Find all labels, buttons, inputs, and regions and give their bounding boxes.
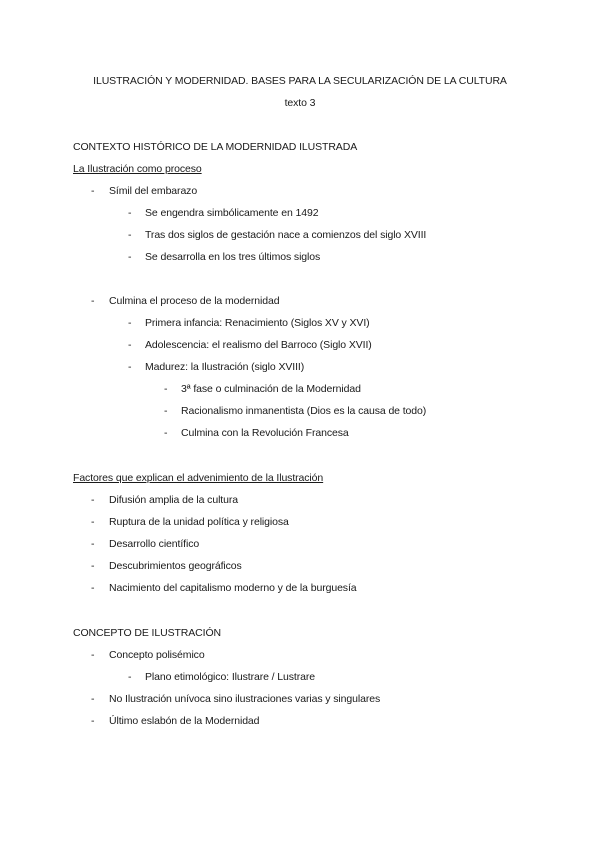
bullet-dash: - xyxy=(91,538,95,550)
list-item: Descubrimientos geográficos xyxy=(109,560,242,572)
sub-list-item: Adolescencia: el realismo del Barroco (Siglo XVII) xyxy=(145,339,372,351)
bullet-dash: - xyxy=(128,671,132,683)
bullet-dash: - xyxy=(164,405,168,417)
sub-list-item: Se engendra simbólicamente en 1492 xyxy=(145,207,319,219)
list-item-concepto-polisemico: Concepto polisémico xyxy=(109,649,205,661)
subheading-ilustracion-proceso: La Ilustración como proceso xyxy=(73,163,202,175)
list-item: Ruptura de la unidad política y religiosa xyxy=(109,516,289,528)
sub-list-item: Se desarrolla en los tres últimos siglos xyxy=(145,251,321,263)
bullet-dash: - xyxy=(128,207,132,219)
sub-sub-list-item: Racionalismo inmanentista (Dios es la causa de todo) xyxy=(181,405,427,417)
list-item: Difusión amplia de la cultura xyxy=(109,494,239,506)
bullet-dash: - xyxy=(91,715,95,727)
list-item-culmina: Culmina el proceso de la modernidad xyxy=(109,295,280,307)
bullet-dash: - xyxy=(164,427,168,439)
sub-sub-list-item: Culmina con la Revolución Francesa xyxy=(181,427,349,439)
sub-sub-list-item: 3ª fase o culminación de la Modernidad xyxy=(181,383,361,395)
bullet-dash: - xyxy=(91,516,95,528)
bullet-dash: - xyxy=(128,251,132,263)
section-heading-factores: Factores que explican el advenimiento de la Ilustración xyxy=(73,472,324,484)
bullet-dash: - xyxy=(128,229,132,241)
list-item-simil: Símil del embarazo xyxy=(109,185,198,197)
list-item: Desarrollo científico xyxy=(109,538,200,550)
bullet-dash: - xyxy=(91,494,95,506)
bullet-dash: - xyxy=(164,383,168,395)
bullet-dash: - xyxy=(91,649,95,661)
sub-list-item: Tras dos siglos de gestación nace a comienzos del siglo XVIII xyxy=(145,229,427,241)
bullet-dash: - xyxy=(128,317,132,329)
document-subtitle: texto 3 xyxy=(284,97,316,109)
list-item: Último eslabón de la Modernidad xyxy=(109,715,260,727)
section-heading-contexto: CONTEXTO HISTÓRICO DE LA MODERNIDAD ILUSTRADA xyxy=(73,141,358,153)
sub-list-item: Madurez: la Ilustración (siglo XVIII) xyxy=(145,361,305,373)
bullet-dash: - xyxy=(91,582,95,594)
bullet-dash: - xyxy=(128,339,132,351)
bullet-dash: - xyxy=(91,693,95,705)
sub-list-item: Primera infancia: Renacimiento (Siglos XV y XVI) xyxy=(145,317,370,329)
sub-list-item: Plano etimológico: Ilustrare / Lustrare xyxy=(145,671,316,683)
list-item: Nacimiento del capitalismo moderno y de la burguesía xyxy=(109,582,357,594)
bullet-dash: - xyxy=(128,361,132,373)
bullet-dash: - xyxy=(91,295,95,307)
bullet-dash: - xyxy=(91,560,95,572)
bullet-dash: - xyxy=(91,185,95,197)
section-heading-concepto: CONCEPTO DE ILUSTRACIÓN xyxy=(73,627,222,639)
list-item: No Ilustración unívoca sino ilustraciones varias y singulares xyxy=(109,693,381,705)
document-title: ILUSTRACIÓN Y MODERNIDAD. BASES PARA LA SECULARIZACIÓN DE LA CULTURA xyxy=(93,75,507,87)
